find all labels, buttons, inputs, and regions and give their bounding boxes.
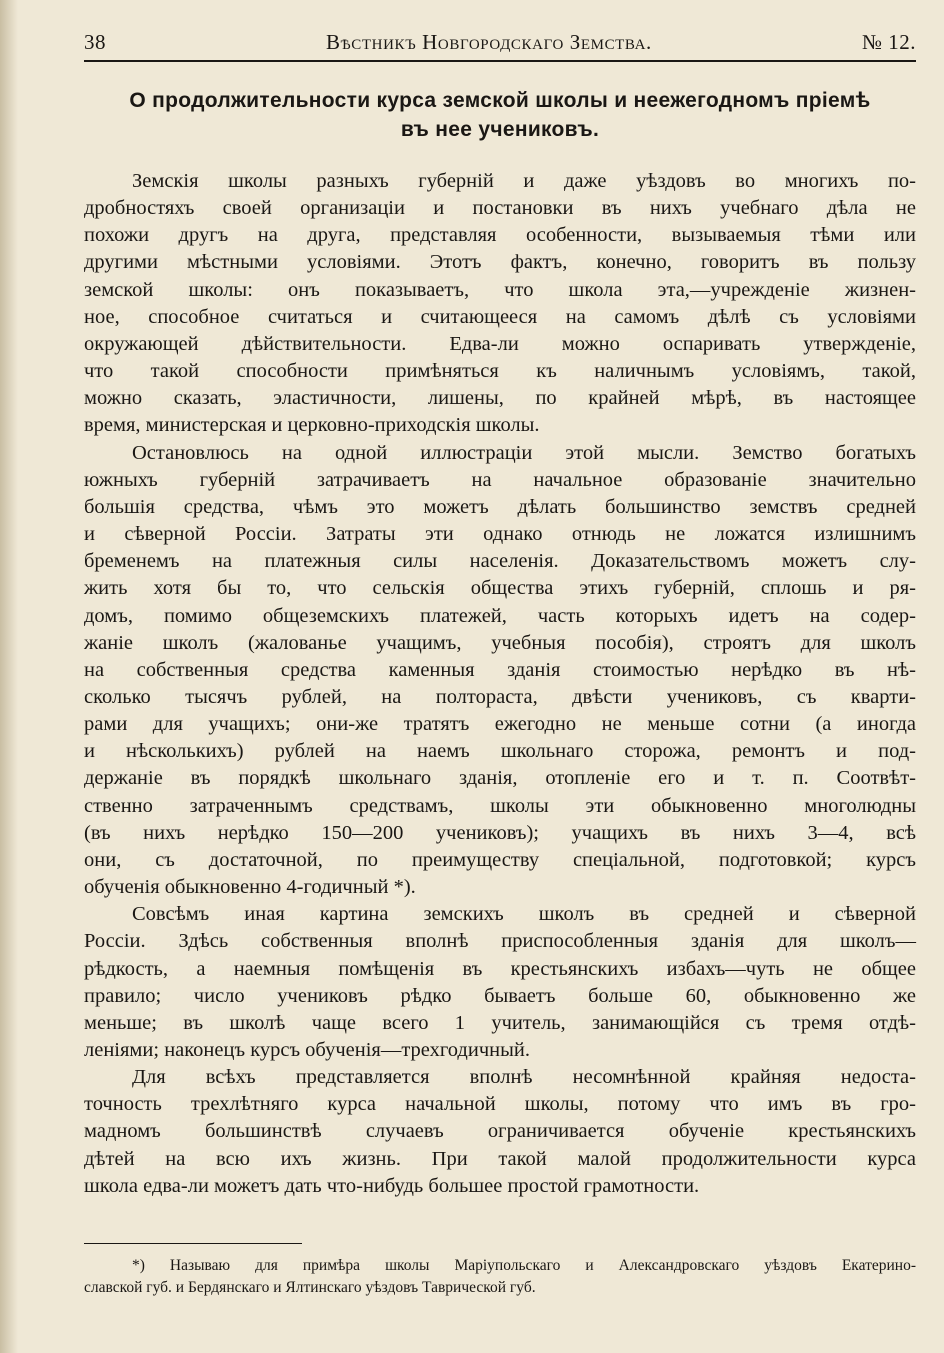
paragraph-line: школа едва-ли можетъ дать что-нибудь большее простой грамотности. (84, 1174, 700, 1197)
paragraph-line: на собственныя средства каменныя зданія стоимостью нерѣдко въ нѣ- (84, 658, 916, 681)
paragraph-line: дѣтей на всю ихъ жизнь. При такой малой продолжительности курса (84, 1147, 916, 1170)
paragraph-line: земской школы: онъ показываетъ, что школа эта,—учрежденіе жизнен- (84, 278, 916, 301)
paragraph-line: и нѣсколькихъ) рублей на наемъ школьнаго сторожа, ремонтъ и под- (84, 740, 916, 763)
paragraph-line: меньше; въ школѣ чаще всего 1 учитель, занимающійся съ тремя отдѣ- (84, 1011, 916, 1034)
paragraph-line: похожи другъ на друга, представляя особенности, вызываемыя тѣми или (84, 224, 916, 247)
paragraph-line: Совсѣмъ иная картина земскихъ школъ въ средней и сѣверной (132, 903, 916, 926)
paragraph-line: точность трехлѣтняго курса начальной школы, потому что имъ въ гро- (84, 1093, 916, 1116)
paragraph-line: леніями; наконецъ курсъ обученія—трехгодичный. (84, 1039, 530, 1061)
paragraph-line: они, съ достаточной, по преимуществу спеціальной, подготовкой; курсъ (84, 848, 916, 871)
paragraph-line: сколько тысячъ рублей, на полтораста, двѣсти учениковъ, съ кварти- (84, 685, 916, 708)
paragraph-line: Для всѣхъ представляется вполнѣ несомнѣнной крайняя недоста- (132, 1066, 916, 1089)
article-title-line-2: въ нее учениковъ. (400, 118, 600, 141)
paragraph-line: (въ нихъ нерѣдко 150—200 учениковъ); учащихъ въ нихъ 3—4, всѣ (84, 821, 916, 844)
footnote-line: славской губ. и Бердянскаго и Ялтинскаго уѣздовъ Таврической губ. (84, 1279, 536, 1296)
page-gutter-shadow (0, 0, 18, 1353)
paragraph-line: бременемъ на платежныя силы населенія. Доказательствомъ можетъ слу- (84, 550, 916, 573)
footnote-rule (84, 1243, 302, 1244)
article-title (84, 86, 916, 144)
paragraph (84, 1064, 916, 1200)
article-body (84, 168, 916, 1200)
paragraph-line: время, министерская и церковно-приходскія школы. (84, 414, 540, 437)
paragraph-line: что такой способности примѣняться къ наличнымъ условіямъ, такой, (84, 360, 916, 383)
paragraph-line: другими мѣстными условіями. Этотъ фактъ, конечно, говоритъ въ пользу (84, 251, 916, 274)
paragraph-line: рѣдкость, а наемныя помѣщенія въ крестьянскихъ избахъ—чуть не общее (84, 957, 916, 980)
paragraph-line: держаніе въ порядкѣ школьнаго зданія, отопленіе его и т. п. Соотвѣт- (84, 767, 916, 790)
paragraph-line: жаніе школъ (жалованье учащимъ, учебныя пособія), строятъ для школъ (84, 631, 916, 654)
paragraph-line: правило; число учениковъ рѣдко бываетъ больше 60, обыкновенно же (84, 984, 916, 1007)
paragraph-line: Остановлюсь на одной иллюстраціи этой мысли. Земство богатыхъ (132, 441, 916, 464)
article-title-line-1: О продолжительности курса земской школы и неежегодномъ пріемѣ (129, 89, 871, 112)
paragraph-line: дробностяхъ своей организаціи и постановки въ нихъ учебнаго дѣла не (84, 197, 916, 220)
journal-title: Вѣстникъ Новгородскаго Земства. (326, 30, 652, 54)
paragraph-line: рами для учащихъ; они-же тратятъ ежегодно не меньше сотни (а иногда (84, 713, 916, 736)
paragraph-line: можно сказать, эластичности, лишены, по крайней мѣрѣ, въ настоящее (84, 387, 916, 410)
paragraph (84, 440, 916, 902)
paragraph-line: южныхъ губерній затрачиваетъ на начальное образованіе значительно (84, 468, 916, 491)
paragraph-line: ственно затраченнымъ средствамъ, школы эти обыкновенно многолюдны (84, 794, 916, 817)
paragraph-line: и сѣверной Россіи. Затраты эти однако отнюдь не ложатся излишнимъ (84, 523, 916, 546)
paragraph-line: домъ, помимо общеземскихъ платежей, часть которыхъ идетъ на содер- (84, 604, 916, 627)
paragraph-line: обученія обыкновенно 4-годичный *). (84, 876, 416, 899)
page-number: 38 (84, 30, 106, 54)
issue-number: № 12. (861, 30, 916, 54)
footnote (84, 1255, 916, 1299)
paragraph-line: большія средства, чѣмъ это можетъ дѣлать большинство земствъ средней (84, 495, 916, 518)
running-head (84, 30, 916, 62)
paragraph-line: Россіи. Здѣсь собственныя вполнѣ приспособленныя зданія для школъ— (84, 930, 916, 953)
paragraph-line: окружающей дѣйствительности. Едва-ли можно оспаривать утвержденіе, (84, 332, 916, 355)
paragraph (84, 168, 916, 440)
footnote-line: *) Называю для примѣра школы Маріупольскаго и Александровскаго уѣздовъ Екатерино- (132, 1257, 916, 1274)
paragraph-line: ное, способное считаться и считающееся на самомъ дѣлѣ съ условіями (84, 305, 916, 328)
paragraph-line: Земскія школы разныхъ губерній и даже уѣздовъ во многихъ по- (132, 170, 916, 192)
paragraph-line: жить хотя бы то, что сельскія общества этихъ губерній, сплошь и ря- (84, 577, 916, 600)
paragraph-line: мадномъ большинствѣ случаевъ ограничивается обученіе крестьянскихъ (84, 1120, 916, 1143)
paragraph (84, 901, 916, 1064)
